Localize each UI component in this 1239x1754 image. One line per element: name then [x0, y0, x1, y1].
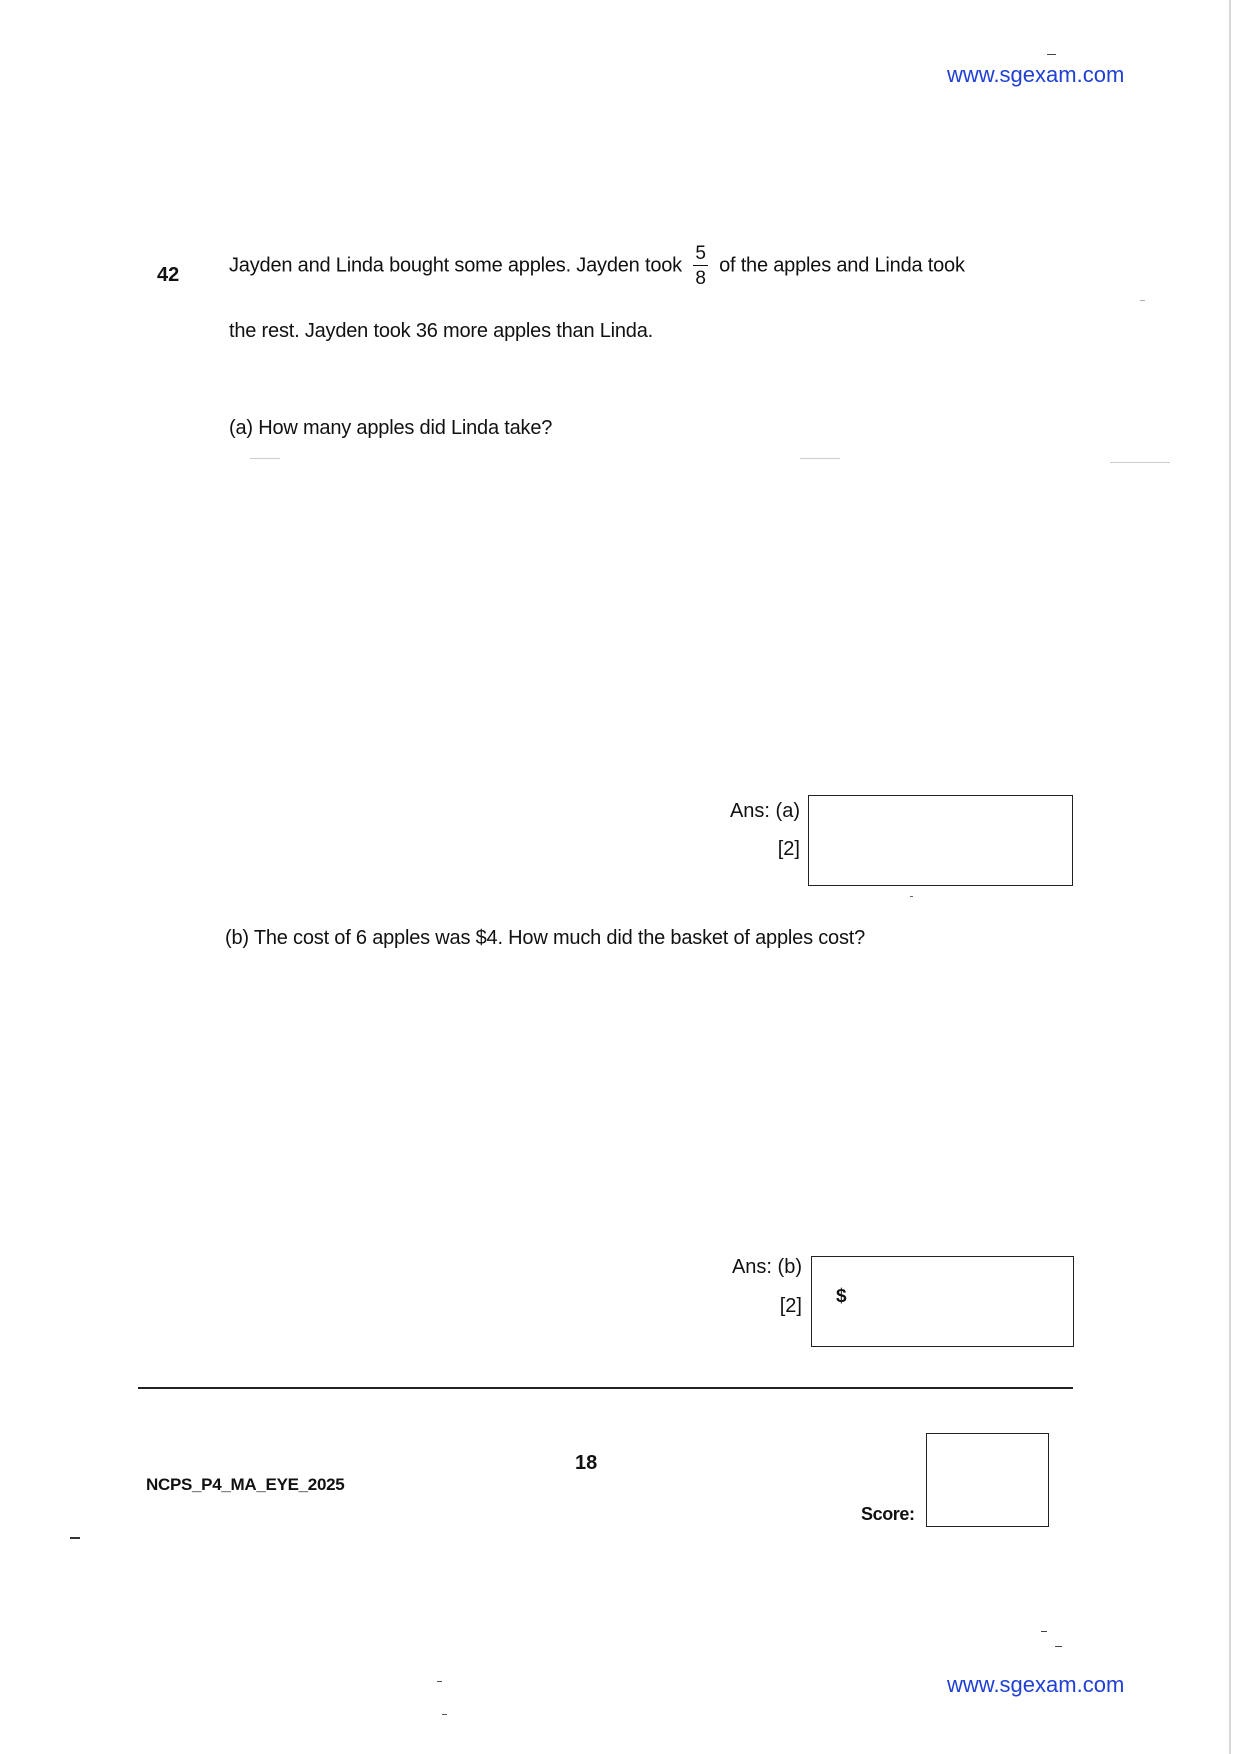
scan-speck [1041, 1631, 1047, 1632]
part-a-question: (a) How many apples did Linda take? [229, 417, 553, 439]
scan-speck [800, 458, 840, 459]
dollar-sign: $ [836, 1286, 847, 1307]
scan-speck [910, 896, 913, 897]
question-line-1-start: Jayden and Linda bought some apples. Jayden took [229, 254, 682, 277]
part-a-answer-box[interactable] [808, 795, 1073, 886]
scan-speck [1047, 54, 1056, 55]
page-number: 18 [575, 1452, 598, 1474]
scan-speck [437, 1681, 442, 1682]
watermark-bottom[interactable]: www.sgexam.com [947, 1672, 1125, 1697]
fraction-numerator: 5 [695, 243, 706, 264]
scan-speck [1055, 1646, 1062, 1647]
part-a-ans-label: Ans: (a) [729, 800, 800, 822]
scan-speck [442, 1714, 447, 1715]
fraction-denominator: 8 [695, 268, 706, 289]
paper-code: NCPS_P4_MA_EYE_2025 [146, 1475, 345, 1494]
part-b-answer-box[interactable] [811, 1256, 1074, 1347]
scan-speck [70, 1537, 80, 1539]
footer-divider [138, 1387, 1073, 1389]
scan-speck [250, 458, 280, 459]
question-line-1 [229, 244, 965, 288]
watermark-top[interactable]: www.sgexam.com [947, 62, 1125, 87]
part-b-ans-label: Ans: (b) [731, 1256, 802, 1278]
scan-speck [1140, 300, 1145, 301]
part-a-marks: [2] [777, 838, 800, 860]
fraction [693, 244, 707, 288]
part-b-question: (b) The cost of 6 apples was $4. How much did the basket of apples cost? [225, 927, 866, 949]
question-line-1-end: of the apples and Linda took [719, 254, 965, 277]
part-b-marks: [2] [779, 1295, 802, 1317]
scan-speck [1110, 462, 1170, 463]
page-edge [1229, 0, 1231, 1754]
question-number: 42 [157, 264, 180, 286]
score-box[interactable] [926, 1433, 1049, 1527]
score-label: Score: [861, 1504, 915, 1524]
question-line-2: the rest. Jayden took 36 more apples than Linda. [229, 320, 654, 342]
